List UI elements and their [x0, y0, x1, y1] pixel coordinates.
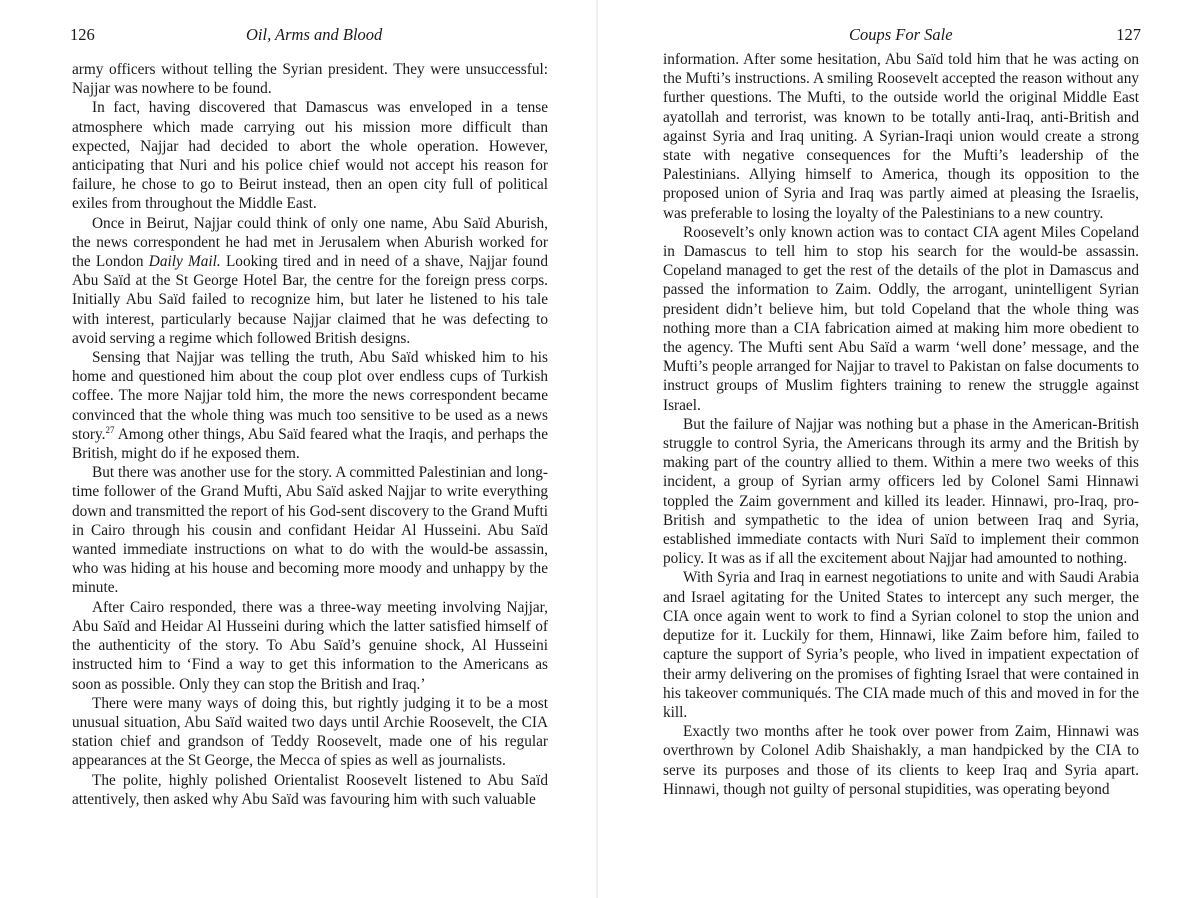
- left-page-number: 126: [70, 25, 95, 44]
- right-body-text: [663, 50, 1139, 799]
- paragraph: There were many ways of doing this, but rightly judging it to be a most unusual situation, Abu Saïd waited two days until Archie Roosevelt, the CIA station chief and grandson of Teddy Roosevelt, made one of his regular appearances at the St George, the Mecca of spies as well as journalists.: [72, 694, 548, 770]
- paragraph-text: Among other things, Abu Saïd feared what the Iraqis, and perhaps the British, might do if he exposed them.: [72, 425, 548, 463]
- right-page: [597, 0, 1195, 898]
- left-page: [0, 0, 597, 898]
- paragraph: But there was another use for the story. A committed Palestinian and long-time follower of the Grand Mufti, Abu Saïd asked Najjar to write everything down and transmitted the report of his God-sent discovery to the Grand Mufti in Cairo through his cousin and confidant Heidar Al Husseini. Abu Saïd wanted immediate instructions on what to do with the would-be assassin, who was hiding at his house and becoming more moody and unhappy by the minute.: [72, 464, 548, 597]
- paragraph: Roosevelt’s only known action was to contact CIA agent Miles Copeland in Damascus to tell him to stop his search for the would-be assassin. Copeland managed to get the rest of the details of the plot in Damascus and passed the information to Zaim. Oddly, the arrogant, unintelligent Syrian president didn’t believe him, but told Copeland that the whole thing was nothing more than a CIA fabrication aimed at making him more obedient to the agency. The Mufti sent Abu Saïd a warm ‘well done’ message, and the Mufti’s people arranged for Najjar to travel to Pakistan on false documents to instruct groups of Muslim fighters training to renew the struggle against Israel.: [663, 223, 1139, 414]
- paragraph-text: Looking tired and in need of a shave, Najjar found Abu Saïd at the St George Hotel Bar, the centre for the foreign press corps. Initially Abu Saïd failed to recognize him, but later he listened to his tale with interest, particularly because Najjar claimed that he was defecting to avoid serving a regime which followed British designs.: [72, 253, 548, 347]
- left-running-head: [70, 24, 548, 46]
- paragraph: [72, 348, 548, 463]
- paragraph: army officers without telling the Syrian president. They were unsuccessful: Najjar was nowhere to be found.: [72, 61, 548, 98]
- paragraph: In fact, having discovered that Damascus was enveloped in a tense atmosphere which made carrying out his mission more difficult than expected, Najjar had decided to abort the whole operation. However, anticipating that Nuri and his police chief would not accept his reason for failure, he chose to go to Beirut instead, then an open city full of political exiles from throughout the Middle East.: [72, 99, 548, 213]
- paragraph: After Cairo responded, there was a three-way meeting involving Najjar, Abu Saïd and Heidar Al Husseini during which the latter satisfied himself of the authenticity of the story. To Abu Saïd’s genuine shock, Al Husseini instructed him to ‘Find a way to get this information to the Americans as soon as possible. Only they can stop the British and Iraq.’: [72, 598, 548, 693]
- paragraph-text: Sensing that Najjar was telling the truth, Abu Saïd whisked him to his home and questioned him about the coup plot over endless cups of Turkish coffee. The more Najjar told him, the more the news correspondent became convinced that the whole thing was much too sensitive to be used as a news story.: [72, 349, 548, 443]
- newspaper-title: Daily Mail.: [148, 253, 221, 271]
- paragraph: But the failure of Najjar was nothing but a phase in the American-British struggle to control Syria, the Americans through its army and the British by making part of the country allied to them. Within a mere two weeks of this incident, a group of Syrian army officers led by Colonel Sami Hinnawi toppled the Zaim government and killed its leader. Hinnawi, pro-Iraq, pro-British and sympathetic to the idea of union between Iraq and Syria, established immediate contacts with Nuri Saïd to implement their common policy. It was as if all the excitement about Najjar had amounted to nothing.: [663, 415, 1139, 568]
- paragraph: The polite, highly polished Orientalist Roosevelt listened to Abu Saïd attentively, then asked why Abu Saïd was favouring him with such valuable: [72, 771, 548, 808]
- right-running-head: [663, 24, 1141, 46]
- footnote-ref: 27: [105, 424, 115, 435]
- left-running-title: Oil, Arms and Blood: [246, 25, 383, 44]
- paragraph: Exactly two months after he took over power from Zaim, Hinnawi was overthrown by Colonel Adib Shaishakly, a man handpicked by the CIA to serve its purposes and those of its clients to keep Iraq and Syria apart. Hinnawi, though not guilty of personal stupidities, was operating beyond: [663, 723, 1139, 798]
- paragraph: With Syria and Iraq in earnest negotiations to unite and with Saudi Arabia and Israel agitating for the United States to intercept any such merger, the CIA once again went to work to find a Syrian colonel to stop the union and deputize for it. Luckily for them, Hinnawi, like Zaim before him, failed to capture the support of Syria’s people, who lived in impatient expectation of their army delivering on the promises of fighting Israel that were contained in his takeover communiqués. The CIA made much of this and moved in for the kill.: [663, 569, 1139, 721]
- paragraph-text: Once in Beirut, Najjar could think of only one name, Abu Saïd Aburish, the news correspondent he had met in Jerusalem when Aburish worked for the London: [72, 214, 548, 271]
- right-page-number: 127: [1116, 25, 1141, 44]
- right-running-title: Coups For Sale: [849, 25, 953, 44]
- left-body-text: [72, 60, 548, 809]
- paragraph: [72, 214, 548, 348]
- paragraph: information. After some hesitation, Abu Saïd told him that he was acting on the Mufti’s instructions. A smiling Roosevelt accepted the reason without any further questions. The Mufti, to the outside world the original Middle East ayatollah and terrorist, was known to be totally anti-Iraq, anti-British and against Syria and Iraq uniting. A Syrian-Iraqi union would create a strong state with negative consequences for the Mufti’s leadership of the Palestinians. Allying himself to America, though its opposition to the proposed union of Syria and Iraq was partly aimed at pleasing the Israelis, was preferable to losing the loyalty of the Palestinians to a new country.: [663, 51, 1139, 222]
